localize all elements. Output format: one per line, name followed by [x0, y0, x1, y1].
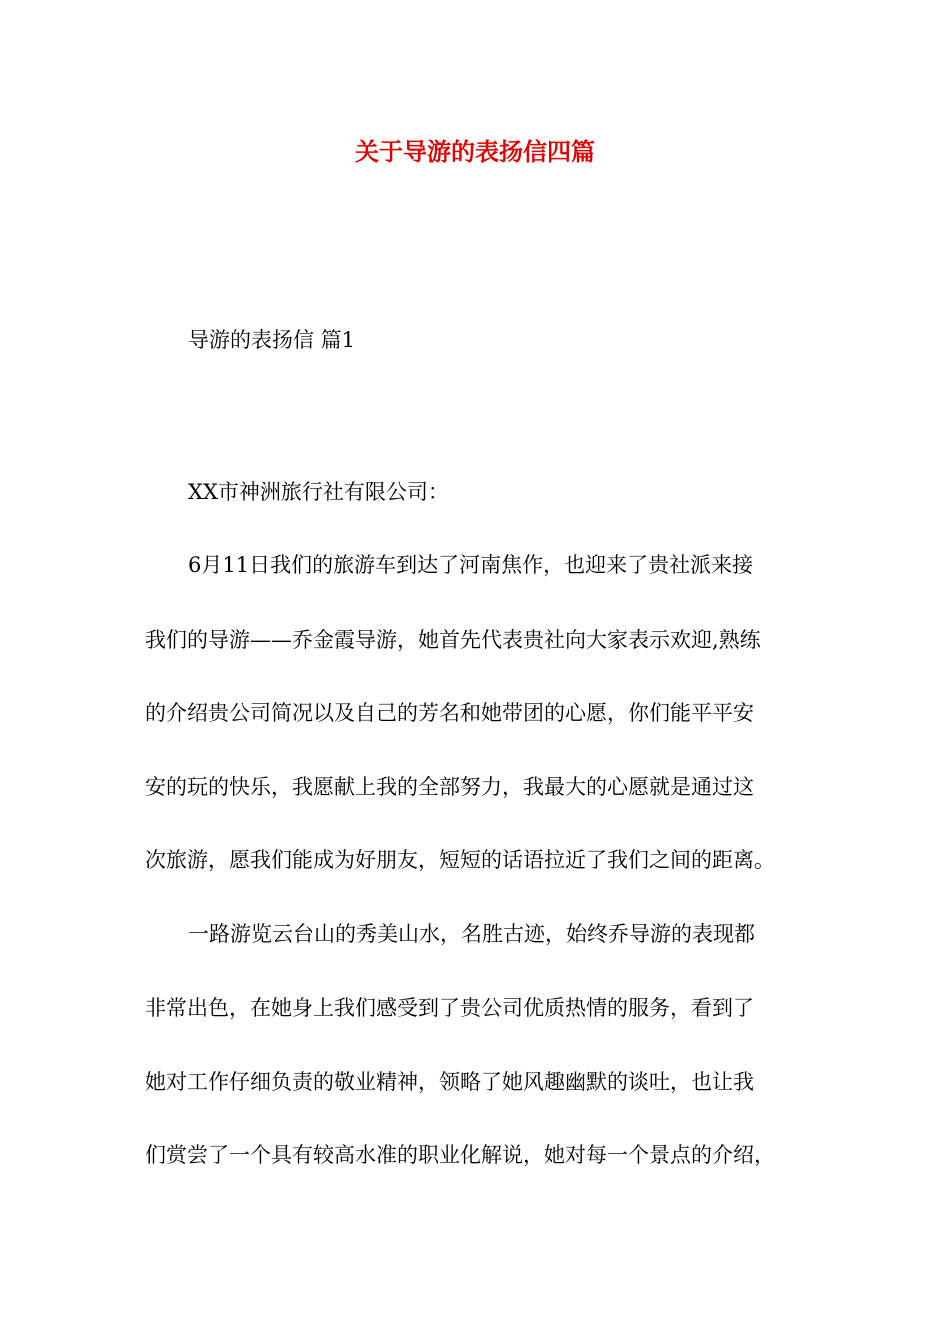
paragraph-2-line-3: 她对工作仔细负责的敬业精神，领略了她风趣幽默的谈吐，也让我 [145, 1070, 754, 1094]
paragraph-1-line-1: 6月11日我们的旅游车到达了河南焦作，也迎来了贵社派来接 [188, 553, 754, 577]
paragraph-1-line-2: 我们的导游——乔金霞导游，她首先代表贵社向大家表示欢迎,熟练 [145, 628, 761, 652]
paragraph-1-line-5: 次旅游，愿我们能成为好朋友，短短的话语拉近了我们之间的距离。 [145, 848, 775, 872]
section-heading: 导游的表扬信 篇1 [188, 328, 356, 352]
paragraph-2-line-1: 一路游览云台山的秀美山水，名胜古迹，始终乔导游的表现都 [188, 922, 755, 946]
paragraph-2-line-4: 们赏尝了一个具有较高水准的职业化解说，她对每一个景点的介绍， [145, 1143, 775, 1167]
document-title: 关于导游的表扬信四篇 [355, 138, 595, 166]
salutation: XX市神洲旅行社有限公司： [188, 480, 449, 504]
paragraph-1-line-3: 的介绍贵公司简况以及自己的芳名和她带团的心愿，你们能平平安 [145, 701, 754, 725]
paragraph-1-line-4: 安的玩的快乐，我愿献上我的全部努力，我最大的心愿就是通过这 [145, 775, 754, 799]
paragraph-2-line-2: 非常出色，在她身上我们感受到了贵公司优质热情的服务，看到了 [145, 996, 754, 1020]
